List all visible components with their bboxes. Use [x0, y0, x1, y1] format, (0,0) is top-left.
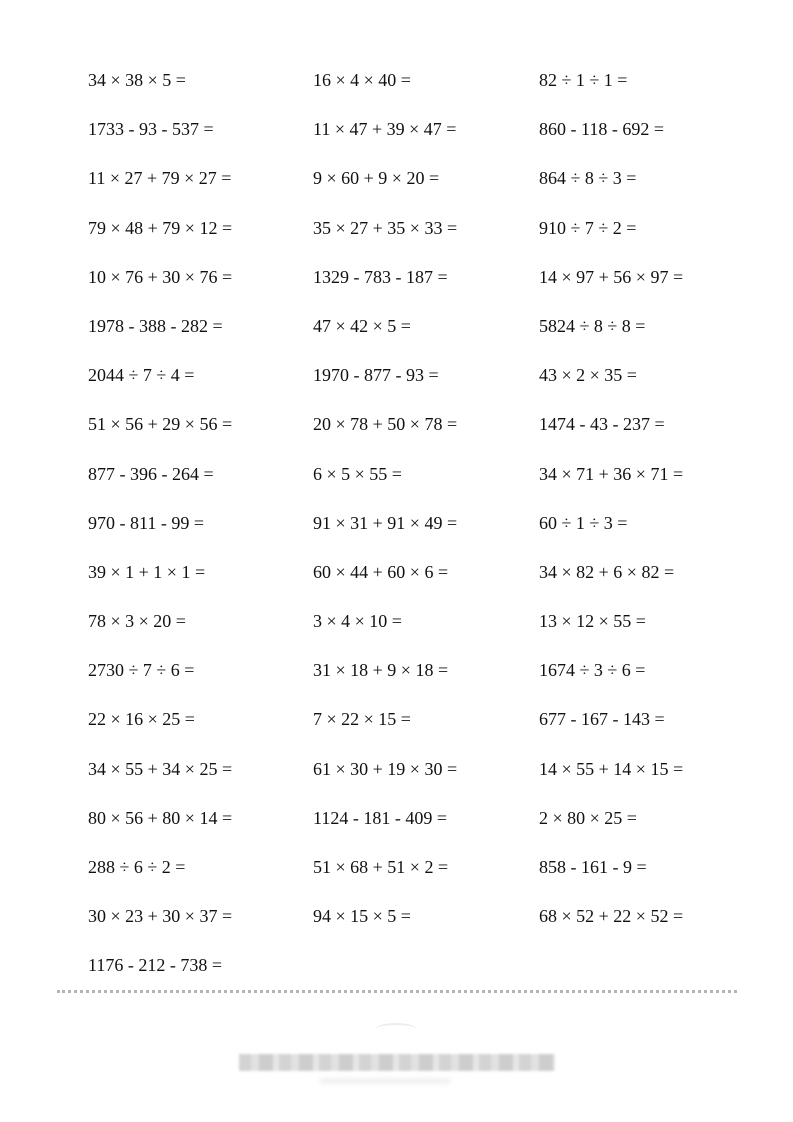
math-problem: 68 × 52 + 22 × 52 =: [539, 906, 684, 927]
math-problem: 94 × 15 × 5 =: [313, 906, 411, 927]
math-problem: 34 × 71 + 36 × 71 =: [539, 463, 684, 484]
footer-logo-mark: [376, 1023, 416, 1035]
math-problem: 34 × 55 + 34 × 25 =: [88, 758, 233, 779]
math-problem: 288 ÷ 6 ÷ 2 =: [88, 857, 186, 877]
math-problem: 31 × 18 + 9 × 18 =: [313, 660, 449, 681]
math-problem: 60 × 44 + 60 × 6 =: [313, 561, 449, 582]
math-problem: 860 - 118 - 692 =: [539, 119, 664, 140]
blurred-footer-subtext: [320, 1078, 450, 1084]
math-problem: 47 × 42 × 5 =: [313, 315, 411, 336]
math-problem: 1176 - 212 - 738 =: [88, 955, 222, 976]
math-problem: 60 ÷ 1 ÷ 3 =: [539, 512, 628, 533]
math-problem: 9 × 60 + 9 × 20 =: [313, 168, 440, 189]
math-problem: 91 × 31 + 91 × 49 =: [313, 512, 458, 533]
blurred-footer-text: [239, 1054, 555, 1071]
math-problem: 877 - 396 - 264 =: [88, 463, 214, 484]
math-problem: 20 × 78 + 50 × 78 =: [313, 414, 458, 435]
math-problem: 34 × 82 + 6 × 82 =: [539, 561, 675, 582]
math-problem: 7 × 22 × 15 =: [313, 709, 411, 730]
math-problem: 13 × 12 × 55 =: [539, 611, 646, 632]
math-problem: 35 × 27 + 35 × 33 =: [313, 217, 458, 238]
math-problem: 14 × 55 + 14 × 15 =: [539, 758, 684, 779]
math-problem: 864 ÷ 8 ÷ 3 =: [539, 168, 637, 189]
math-problem: 11 × 47 + 39 × 47 =: [313, 119, 457, 140]
math-problem: 1329 - 783 - 187 =: [313, 266, 448, 287]
math-problem: 14 × 97 + 56 × 97 =: [539, 266, 684, 287]
math-problem: 5824 ÷ 8 ÷ 8 =: [539, 315, 646, 336]
problem-grid: [88, 64, 739, 999]
math-problem: 1124 - 181 - 409 =: [313, 807, 447, 828]
math-problem: 10 × 76 + 30 × 76 =: [88, 266, 233, 287]
math-problem: 1733 - 93 - 537 =: [88, 119, 214, 140]
math-problem: 82 ÷ 1 ÷ 1 =: [539, 70, 628, 90]
math-problem: 78 × 3 × 20 =: [88, 611, 186, 632]
math-problem: 11 × 27 + 79 × 27 =: [88, 168, 232, 189]
math-problem: 16 × 4 × 40 =: [313, 70, 411, 90]
math-problem: 79 × 48 + 79 × 12 =: [88, 217, 233, 238]
math-problem: 2044 ÷ 7 ÷ 4 =: [88, 365, 195, 386]
math-problem: 43 × 2 × 35 =: [539, 365, 637, 386]
math-problem: 858 - 161 - 9 =: [539, 857, 647, 877]
math-problem: 2730 ÷ 7 ÷ 6 =: [88, 660, 195, 681]
math-problem: 1970 - 877 - 93 =: [313, 365, 439, 386]
math-problem: 6 × 5 × 55 =: [313, 463, 402, 484]
math-problem: 2 × 80 × 25 =: [539, 807, 637, 828]
math-problem: 677 - 167 - 143 =: [539, 709, 665, 730]
math-problem: 910 ÷ 7 ÷ 2 =: [539, 217, 637, 238]
math-problem: 1978 - 388 - 282 =: [88, 315, 223, 336]
math-problem: 34 × 38 × 5 =: [88, 70, 186, 90]
math-problem: 80 × 56 + 80 × 14 =: [88, 807, 233, 828]
math-problem: 61 × 30 + 19 × 30 =: [313, 758, 458, 779]
math-problem: 1674 ÷ 3 ÷ 6 =: [539, 660, 646, 681]
math-problem: 51 × 68 + 51 × 2 =: [313, 857, 449, 877]
math-problem: 3 × 4 × 10 =: [313, 611, 402, 632]
math-problem: 51 × 56 + 29 × 56 =: [88, 414, 233, 435]
math-problem: 30 × 23 + 30 × 37 =: [88, 906, 233, 927]
math-problem: 22 × 16 × 25 =: [88, 709, 195, 730]
math-problem: 970 - 811 - 99 =: [88, 512, 204, 533]
math-problem: 1474 - 43 - 237 =: [539, 414, 665, 435]
dotted-divider: [57, 990, 737, 993]
math-problem: 39 × 1 + 1 × 1 =: [88, 561, 206, 582]
